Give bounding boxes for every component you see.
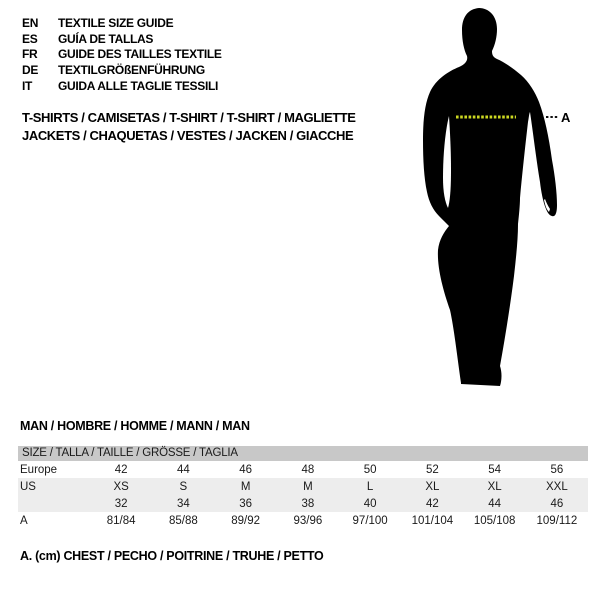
size-cell: 44 bbox=[176, 463, 190, 476]
size-cell: 56 bbox=[550, 463, 564, 476]
size-cell: XS bbox=[113, 480, 129, 493]
measurement-footnote: A. (cm) CHEST / PECHO / POITRINE / TRUHE / PETTO bbox=[20, 549, 324, 563]
language-label: GUIDE DES TAILLES TEXTILE bbox=[58, 47, 222, 62]
table-row bbox=[18, 461, 588, 478]
size-cell: 32 bbox=[114, 497, 128, 510]
row-label: US bbox=[20, 480, 36, 493]
table-row bbox=[18, 495, 588, 512]
language-code: EN bbox=[22, 15, 39, 30]
size-cell: 34 bbox=[176, 497, 190, 510]
man-silhouette bbox=[423, 8, 557, 386]
size-cell: 42 bbox=[114, 463, 128, 476]
size-table-header: SIZE / TALLA / TAILLE / GRÖSSE / TAGLIA bbox=[18, 446, 588, 461]
size-cell: 54 bbox=[488, 463, 502, 476]
measure-label-a: A bbox=[561, 110, 571, 125]
size-cell: 85/88 bbox=[168, 514, 198, 527]
row-label: A bbox=[20, 514, 28, 527]
table-row bbox=[18, 512, 588, 529]
language-label: TEXTILGRÖßENFÜHRUNG bbox=[58, 63, 205, 78]
size-cell: 36 bbox=[239, 497, 253, 510]
table-row bbox=[18, 478, 588, 495]
size-cell: 46 bbox=[550, 497, 564, 510]
size-cell: M bbox=[303, 480, 313, 493]
size-cell: 89/92 bbox=[231, 514, 261, 527]
size-cell: 93/96 bbox=[293, 514, 323, 527]
gender-section-title: MAN / HOMBRE / HOMME / MANN / MAN bbox=[20, 419, 250, 433]
category-line: T-SHIRTS / CAMISETAS / T-SHIRT / T-SHIRT / MAGLIETTE bbox=[22, 110, 356, 125]
size-cell: 44 bbox=[488, 497, 502, 510]
size-cell: 48 bbox=[301, 463, 315, 476]
size-table bbox=[18, 446, 588, 529]
size-cell: L bbox=[366, 480, 374, 493]
size-cell: XL bbox=[487, 480, 502, 493]
size-cell: 42 bbox=[425, 497, 439, 510]
size-cell: 52 bbox=[425, 463, 439, 476]
language-label: TEXTILE SIZE GUIDE bbox=[58, 15, 174, 30]
language-row bbox=[22, 15, 222, 31]
man-silhouette-figure bbox=[410, 0, 600, 400]
size-cell: M bbox=[240, 480, 251, 493]
size-cell: 46 bbox=[239, 463, 253, 476]
language-code: FR bbox=[22, 47, 38, 62]
size-cell: 38 bbox=[301, 497, 315, 510]
language-code: IT bbox=[22, 79, 33, 94]
size-cell: 109/112 bbox=[536, 514, 578, 527]
size-cell: 50 bbox=[363, 463, 377, 476]
language-label: GUIDA ALLE TAGLIE TESSILI bbox=[58, 79, 219, 94]
category-list bbox=[22, 109, 356, 144]
size-cell: XXL bbox=[546, 480, 568, 493]
language-label: GUÍA DE TALLAS bbox=[58, 31, 154, 46]
row-label: Europe bbox=[20, 463, 58, 476]
size-cell: 105/108 bbox=[473, 514, 516, 527]
size-cell: 81/84 bbox=[106, 514, 136, 527]
language-code: DE bbox=[22, 63, 39, 78]
size-cell: 40 bbox=[363, 497, 377, 510]
language-row bbox=[22, 31, 222, 47]
category-line: JACKETS / CHAQUETAS / VESTES / JACKEN / GIACCHE bbox=[22, 127, 354, 143]
language-row bbox=[22, 62, 222, 78]
size-cell: S bbox=[179, 480, 188, 493]
size-cell: 97/100 bbox=[352, 514, 388, 527]
language-row bbox=[22, 78, 222, 94]
size-cell: XL bbox=[425, 480, 440, 493]
size-cell: 101/104 bbox=[411, 514, 454, 527]
language-list bbox=[22, 15, 222, 94]
language-row bbox=[22, 47, 222, 63]
language-code: ES bbox=[22, 31, 38, 46]
size-table-rows bbox=[18, 461, 588, 529]
